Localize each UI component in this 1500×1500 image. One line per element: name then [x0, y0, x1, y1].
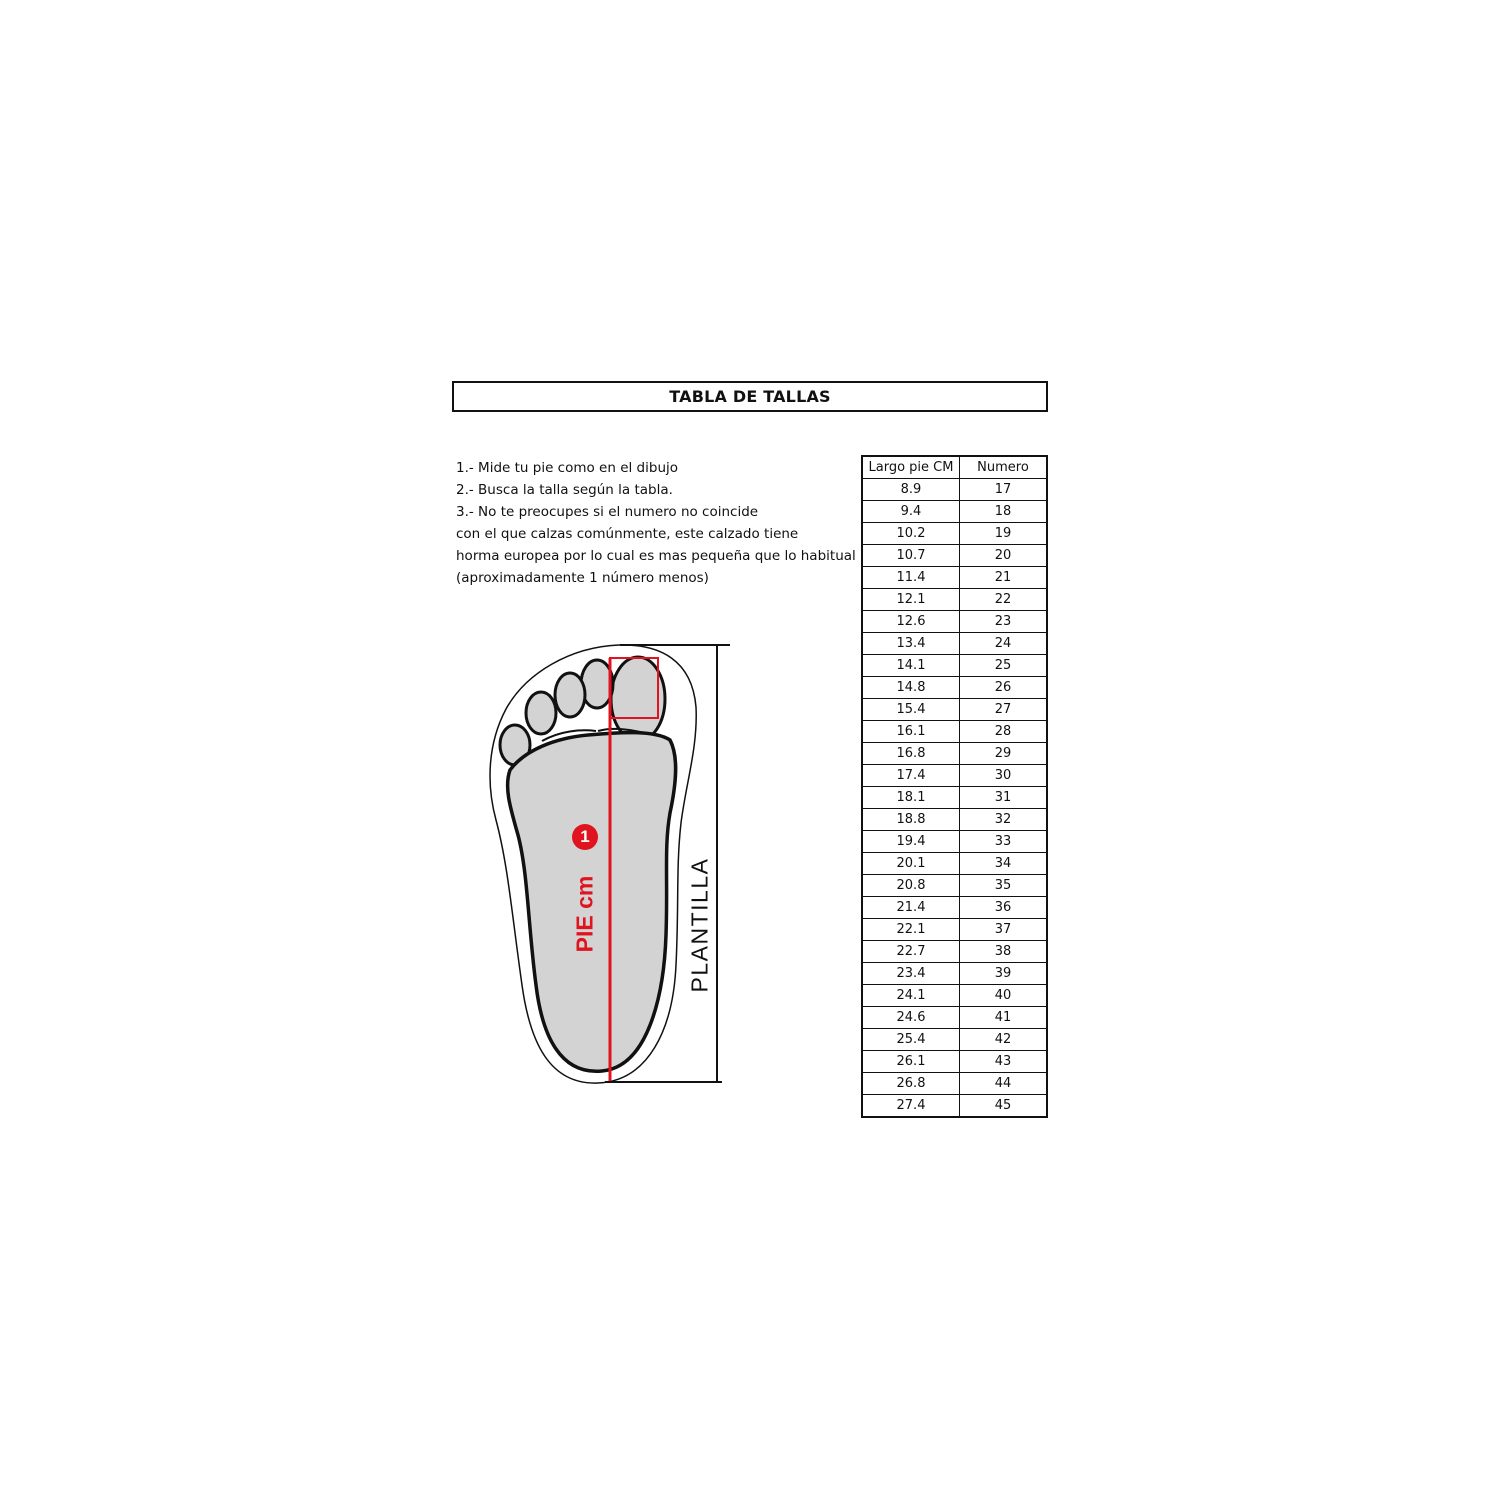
foot-length-cell: 23.4 — [862, 963, 960, 985]
size-number-cell: 34 — [960, 853, 1048, 875]
step-number-badge: 1 — [572, 824, 598, 850]
size-number-cell: 38 — [960, 941, 1048, 963]
size-number-cell: 40 — [960, 985, 1048, 1007]
foot-length-cell: 13.4 — [862, 633, 960, 655]
foot-length-cell: 18.1 — [862, 787, 960, 809]
size-number-cell: 44 — [960, 1073, 1048, 1095]
foot-length-cell: 9.4 — [862, 501, 960, 523]
table-row — [862, 699, 1047, 721]
foot-length-cell: 10.7 — [862, 545, 960, 567]
table-row — [862, 721, 1047, 743]
foot-length-cell: 11.4 — [862, 567, 960, 589]
foot-length-cell: 26.1 — [862, 1051, 960, 1073]
size-number-cell: 39 — [960, 963, 1048, 985]
table-row — [862, 963, 1047, 985]
size-number-cell: 36 — [960, 897, 1048, 919]
foot-length-cell: 25.4 — [862, 1029, 960, 1051]
size-number-cell: 17 — [960, 479, 1048, 501]
foot-length-cell: 24.1 — [862, 985, 960, 1007]
table-row — [862, 787, 1047, 809]
table-row — [862, 479, 1047, 501]
table-row — [862, 633, 1047, 655]
foot-length-cell: 22.7 — [862, 941, 960, 963]
foot-length-cell: 10.2 — [862, 523, 960, 545]
size-number-cell: 31 — [960, 787, 1048, 809]
instruction-line: horma europea por lo cual es mas pequeña que lo habitual — [456, 548, 856, 564]
foot-length-cell: 12.1 — [862, 589, 960, 611]
foot-length-cell: 19.4 — [862, 831, 960, 853]
table-row — [862, 809, 1047, 831]
table-row — [862, 611, 1047, 633]
foot-length-cell: 20.1 — [862, 853, 960, 875]
instruction-line: con el que calzas comúnmente, este calzado tiene — [456, 526, 799, 542]
table-row — [862, 1007, 1047, 1029]
table-row — [862, 765, 1047, 787]
size-number-cell: 25 — [960, 655, 1048, 677]
foot-length-cell: 27.4 — [862, 1095, 960, 1118]
insole-length-label: PLANTILLA — [686, 857, 713, 993]
table-row — [862, 567, 1047, 589]
table-row — [862, 523, 1047, 545]
size-number-cell: 20 — [960, 545, 1048, 567]
table-header-row — [862, 456, 1047, 479]
table-row — [862, 1029, 1047, 1051]
size-number-cell: 24 — [960, 633, 1048, 655]
table-row — [862, 853, 1047, 875]
foot-length-label: PIE cm — [571, 875, 598, 953]
table-row — [862, 831, 1047, 853]
size-number-cell: 37 — [960, 919, 1048, 941]
instruction-line: (aproximadamente 1 número menos) — [456, 570, 709, 586]
foot-length-cell: 15.4 — [862, 699, 960, 721]
size-table — [861, 455, 1048, 1118]
table-row — [862, 1073, 1047, 1095]
table-row — [862, 1051, 1047, 1073]
foot-length-cell: 20.8 — [862, 875, 960, 897]
foot-length-cell: 24.6 — [862, 1007, 960, 1029]
page-title: TABLA DE TALLAS — [452, 381, 1048, 412]
instruction-line: 2.- Busca la talla según la tabla. — [456, 482, 673, 498]
table-row — [862, 875, 1047, 897]
table-row — [862, 589, 1047, 611]
toe — [526, 692, 556, 734]
size-number-cell: 23 — [960, 611, 1048, 633]
table-row — [862, 985, 1047, 1007]
foot-length-cell: 14.8 — [862, 677, 960, 699]
table-row — [862, 941, 1047, 963]
size-number-cell: 27 — [960, 699, 1048, 721]
table-row — [862, 501, 1047, 523]
size-number-cell: 19 — [960, 523, 1048, 545]
foot-length-cell: 8.9 — [862, 479, 960, 501]
size-number-cell: 33 — [960, 831, 1048, 853]
size-number-cell: 28 — [960, 721, 1048, 743]
foot-length-cell: 16.1 — [862, 721, 960, 743]
toe — [555, 673, 585, 717]
instructions — [456, 457, 856, 589]
table-row — [862, 743, 1047, 765]
instruction-line: 1.- Mide tu pie como en el dibujo — [456, 460, 679, 476]
size-number-cell: 42 — [960, 1029, 1048, 1051]
instruction-line: 3.- No te preocupes si el numero no coincide — [456, 504, 759, 520]
table-row — [862, 897, 1047, 919]
size-number-cell: 43 — [960, 1051, 1048, 1073]
table-row — [862, 545, 1047, 567]
foot-length-cell: 22.1 — [862, 919, 960, 941]
foot-length-cell: 26.8 — [862, 1073, 960, 1095]
table-row — [862, 1095, 1047, 1118]
size-number-cell: 29 — [960, 743, 1048, 765]
size-number-cell: 21 — [960, 567, 1048, 589]
foot-length-cell: 16.8 — [862, 743, 960, 765]
size-number-cell: 22 — [960, 589, 1048, 611]
size-number-cell: 18 — [960, 501, 1048, 523]
table-row — [862, 919, 1047, 941]
size-number-cell: 45 — [960, 1095, 1048, 1118]
table-row — [862, 677, 1047, 699]
size-number-cell: 30 — [960, 765, 1048, 787]
size-number-cell: 41 — [960, 1007, 1048, 1029]
foot-length-cell: 17.4 — [862, 765, 960, 787]
foot-length-cell: 18.8 — [862, 809, 960, 831]
size-table-body — [862, 479, 1047, 1118]
header-size-number: Numero — [960, 456, 1048, 479]
size-number-cell: 35 — [960, 875, 1048, 897]
size-number-cell: 32 — [960, 809, 1048, 831]
foot-length-cell: 21.4 — [862, 897, 960, 919]
foot-length-cell: 12.6 — [862, 611, 960, 633]
size-number-cell: 26 — [960, 677, 1048, 699]
foot-length-cell: 14.1 — [862, 655, 960, 677]
table-row — [862, 655, 1047, 677]
header-foot-length: Largo pie CM — [862, 456, 960, 479]
